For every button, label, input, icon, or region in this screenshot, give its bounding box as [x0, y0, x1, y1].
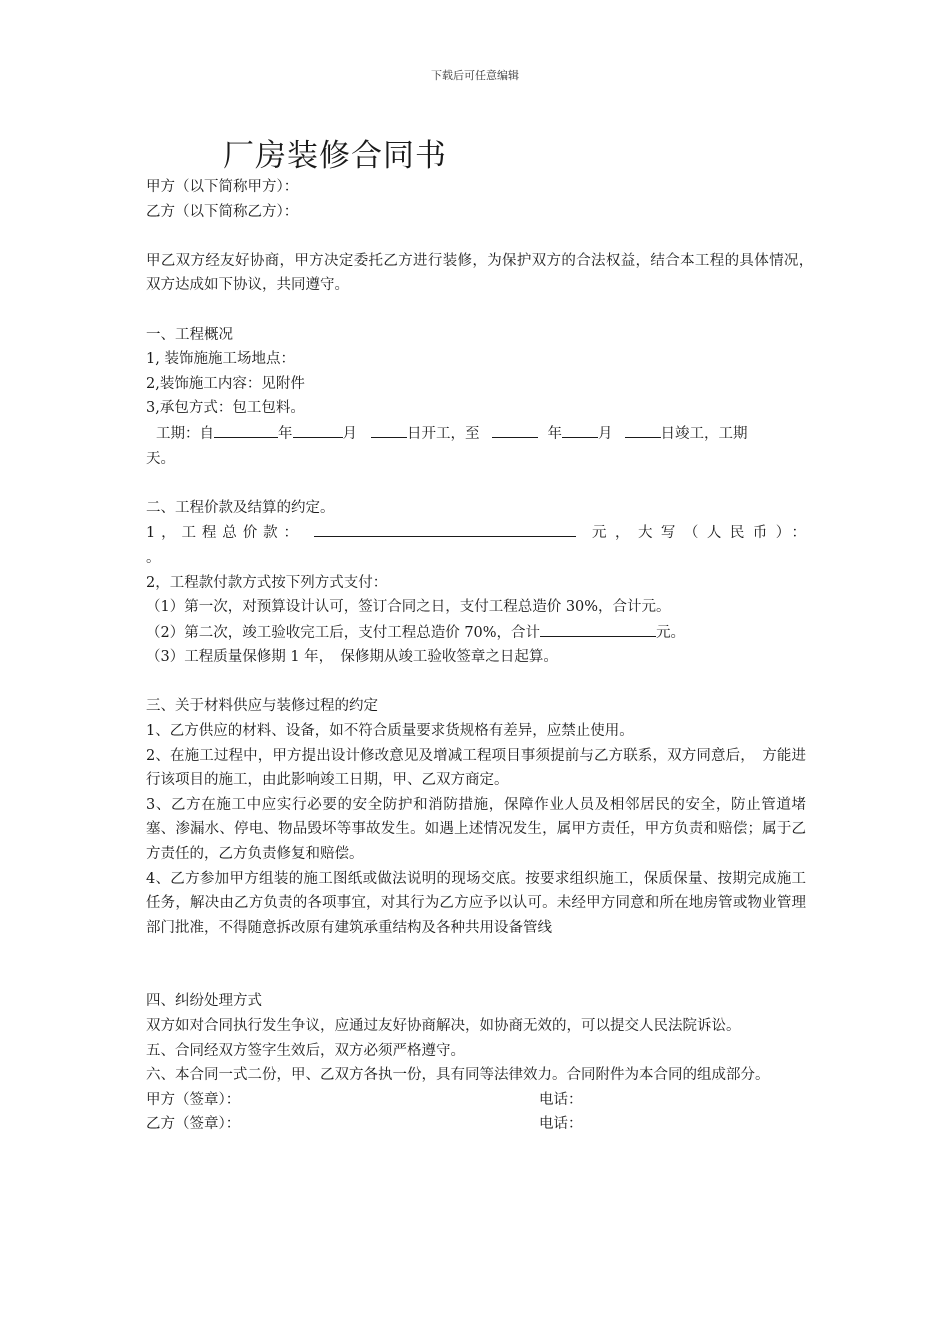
- total-price-label: 1，工程总价款：: [146, 525, 298, 542]
- section6-text: 六、本合同一式二份，甲、乙双方各执一份，具有同等法律效力。合同附件为本合同的组成部分。: [146, 1067, 770, 1084]
- section3-item1: 1、乙方供应的材料、设备，如不符合质量要求货规格有差异，应禁止使用。: [146, 723, 634, 740]
- payment-method-label: 2，工程款付款方式按下列方式支付：: [146, 574, 388, 591]
- party-b-signature-row: [146, 1112, 806, 1137]
- party-a-signature-row: [146, 1088, 806, 1113]
- start-year-blank: [214, 421, 278, 438]
- total-price-line: [146, 520, 806, 546]
- period-year1: 年: [278, 425, 293, 442]
- section3-item2: 2、在施工过程中，甲方提出设计修改意见及增减工程项目事须提前与乙方联系，双方同意后， 方能进行该项目的施工，由此影响竣工日期，甲、乙双方商定。: [146, 747, 806, 789]
- document-title: 厂房装修合同书: [223, 138, 447, 174]
- construction-period-line: [146, 421, 806, 447]
- party-b-sign-label: 乙方（签章）：: [146, 1116, 241, 1133]
- section1-item3: 3,承包方式：包工包料。: [146, 400, 305, 417]
- period-month1: 月: [342, 425, 357, 442]
- party-b-phone-label: 电话：: [539, 1116, 583, 1133]
- end-month-blank: [562, 421, 598, 438]
- end-day-blank: [625, 421, 661, 438]
- period-day1: 日开工，至: [407, 425, 480, 442]
- payment-second-prefix: （2）第二次，竣工验收完工后，支付工程总造价 70%，合计: [146, 624, 541, 641]
- period-day2: 日竣工，工期: [660, 425, 748, 442]
- header-note: 下载后可任意编辑: [431, 69, 519, 82]
- intro-paragraph: 甲乙双方经友好协商，甲方决定委托乙方进行装修，为保护双方的合法权益，结合本工程的具体情况， 双方达成如下协议，共同遵守。: [146, 252, 821, 294]
- party-a-line: 甲方（以下简称甲方）：: [146, 179, 299, 195]
- section1-item2: 2,装饰施工内容：见附件: [146, 375, 305, 392]
- total-price-tail: 。: [146, 549, 161, 566]
- section4-heading: 四、纠纷处理方式: [146, 993, 262, 1010]
- period-prefix: 工期：自: [156, 425, 214, 442]
- section3-item3: 3、乙方在施工中应实行必要的安全防护和消防措施，保障作业人员及相邻居民的安全，防止管道堵塞、渗漏水、停电、物品毁坏等事故发生。如遇上述情况发生，属甲方责任，甲方负责和赔偿；属于乙方责任的，乙方负责修复和赔偿。: [146, 796, 806, 863]
- section1-heading: 一、工程概况: [146, 326, 233, 343]
- section4-text: 双方如对合同执行发生争议，应通过友好协商解决，如协商无效的，可以提交人民法院诉讼。: [146, 1018, 741, 1034]
- section2-heading: 二、工程价款及结算的约定。: [146, 499, 335, 516]
- start-day-blank: [371, 421, 407, 438]
- party-b-line: 乙方（以下简称乙方）：: [146, 203, 299, 220]
- payment-first: （1）第一次，对预算设计认可，签订合同之日，支付工程总造价 30%，合计元。: [146, 599, 671, 616]
- total-price-unit: 元，大写（人民币）：: [592, 525, 806, 542]
- payment-second-line: [146, 620, 806, 646]
- section1-item1: 1, 装饰施施工场地点：: [146, 351, 295, 368]
- period-tail: 天。: [146, 450, 175, 467]
- period-year2: 年: [547, 425, 562, 442]
- start-month-blank: [293, 421, 343, 438]
- payment-third: （3）工程质量保修期 1 年， 保修期从竣工验收签章之日起算。: [146, 649, 558, 666]
- total-price-blank: [314, 520, 576, 537]
- period-month2: 月: [598, 425, 613, 442]
- section3-item4: 4、乙方参加甲方组装的施工图纸或做法说明的现场交底。按要求组织施工，保质保量、按期完成施工任务，解决由乙方负责的各项事宜，对其行为乙方应予以认可。未经甲方同意和所在地房管或物业管理部门批准，不得随意拆改原有建筑承重结构及各种共用设备管线: [146, 870, 806, 936]
- section5-text: 五、合同经双方签字生效后，双方必须严格遵守。: [146, 1042, 465, 1059]
- payment-second-blank: [540, 620, 656, 637]
- party-a-sign-label: 甲方（签章）：: [146, 1091, 241, 1108]
- end-year-blank: [492, 421, 538, 438]
- section3-heading: 三、关于材料供应与装修过程的约定: [146, 698, 378, 715]
- party-a-phone-label: 电话：: [539, 1091, 583, 1108]
- contract-body: [146, 175, 821, 1137]
- payment-second-suffix: 元。: [656, 624, 686, 641]
